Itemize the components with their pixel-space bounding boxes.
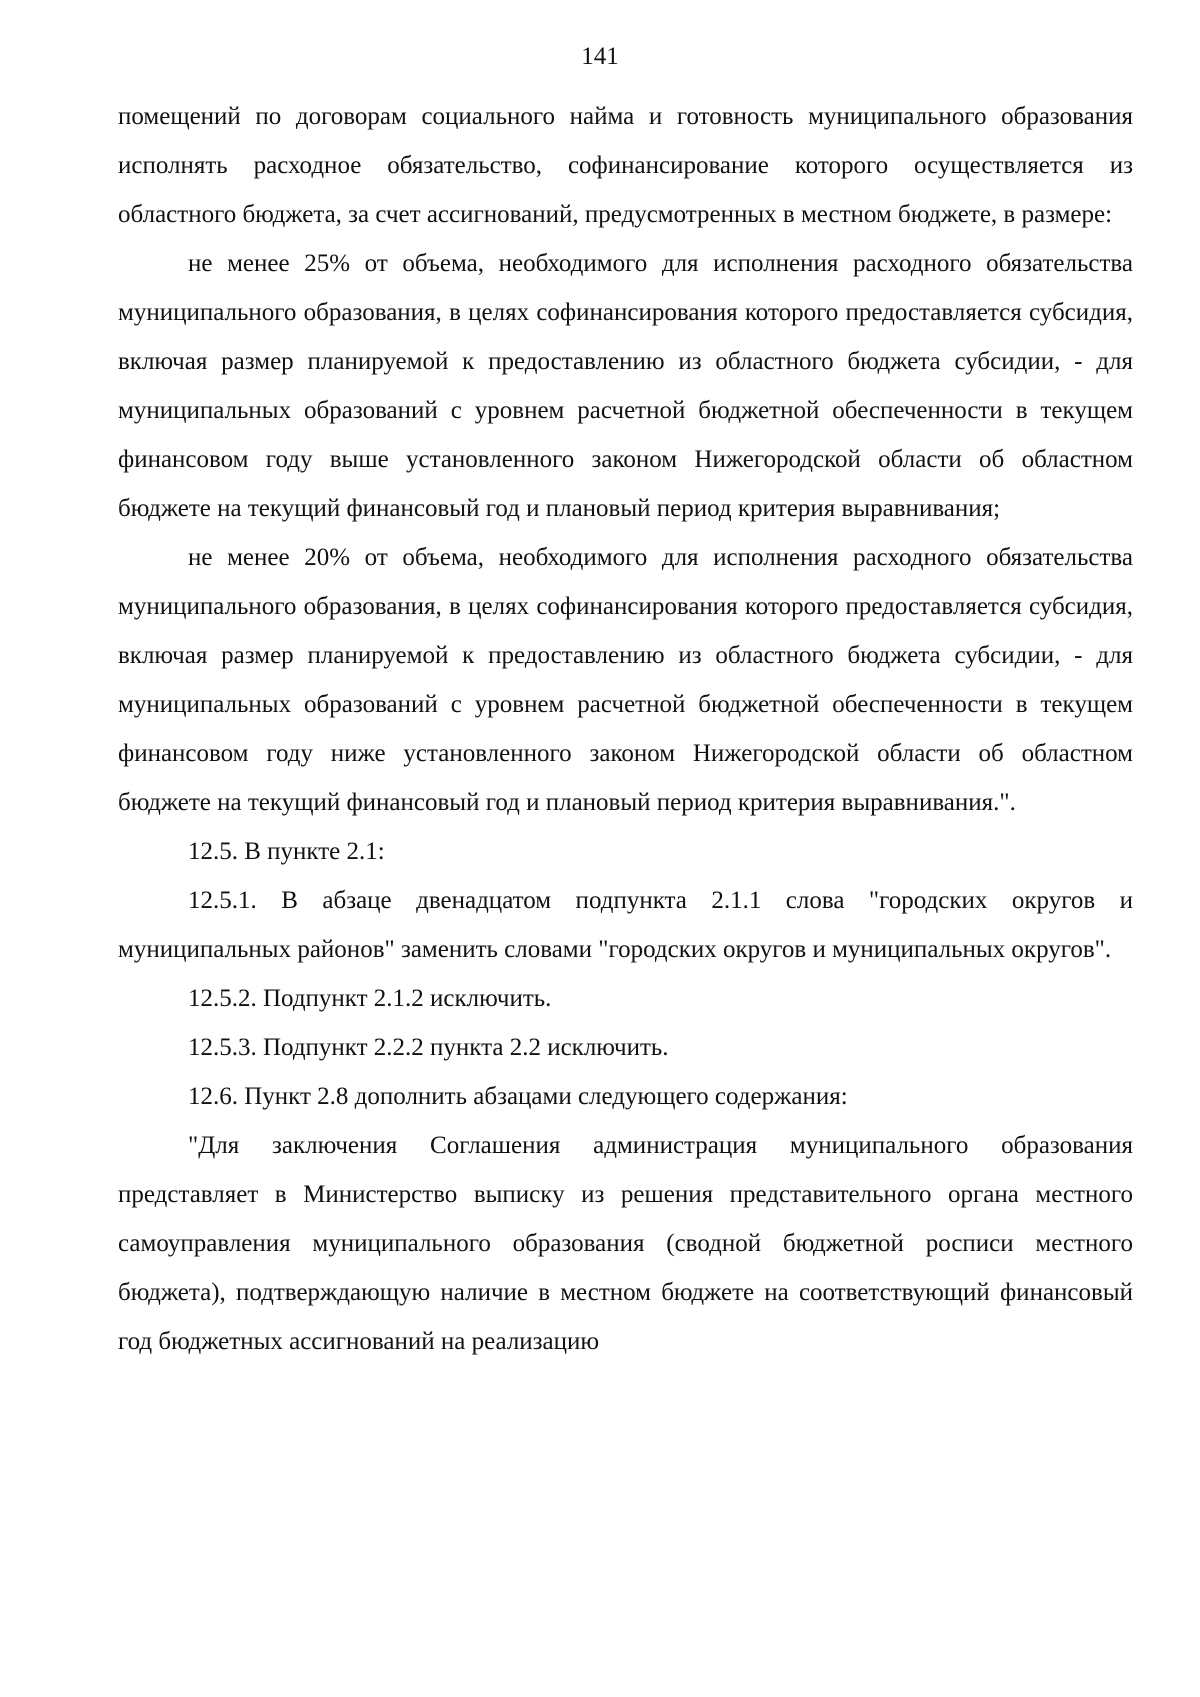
clause-12-5-2: 12.5.2. Подпункт 2.1.2 исключить. — [188, 985, 552, 1012]
paragraph-25-percent: не менее 25% от объема, необходимого для исполнения расходного обязательства муниципального образования, в целях софинансирования которого предоставляется субсидия, включая размер планируемой к предоставлению из областного бюджета субсидии, - для муниципальных образований с уровнем расчетной бюджетной обеспеченности в текущем финансовом году выше установленного законом Нижегородской области об областном бюджете на текущий финансовый год и плановый период критерия выравнивания; — [118, 250, 1133, 522]
paragraph-continuation: помещений по договорам социального найма и готовность муниципального образования исполнять расходное обязательство, софинансирование которого осуществляется из областного бюджета, за счет ассигнований, предусмотренных в местном бюджете, в размере: — [118, 103, 1133, 228]
quoted-paragraph-agreement: "Для заключения Соглашения администрация муниципального образования представляет в Министерство выписку из решения представительного органа местного самоуправления муниципального образования (сводной бюджетной росписи местного бюджета), подтверждающую наличие в местном бюджете на соответствующий финансовый год бюджетных ассигнований на реализацию — [118, 1132, 1133, 1355]
clause-12-5-1: 12.5.1. В абзаце двенадцатом подпункта 2.1.1 слова "городских округов и муниципальных районов" заменить словами "городских округов и муниципальных округов". — [118, 887, 1133, 963]
clause-12-6: 12.6. Пункт 2.8 дополнить абзацами следующего содержания: — [188, 1083, 848, 1110]
document-body — [118, 92, 1133, 1366]
paragraph-20-percent: не менее 20% от объема, необходимого для исполнения расходного обязательства муниципального образования, в целях софинансирования которого предоставляется субсидия, включая размер планируемой к предоставлению из областного бюджета субсидии, - для муниципальных образований с уровнем расчетной бюджетной обеспеченности в текущем финансовом году ниже установленного законом Нижегородской области об областном бюджете на текущий финансовый год и плановый период критерия выравнивания.". — [118, 544, 1133, 816]
clause-12-5-3: 12.5.3. Подпункт 2.2.2 пункта 2.2 исключить. — [188, 1034, 669, 1061]
clause-12-5: 12.5. В пункте 2.1: — [188, 838, 385, 865]
page-number: 141 — [581, 43, 619, 70]
